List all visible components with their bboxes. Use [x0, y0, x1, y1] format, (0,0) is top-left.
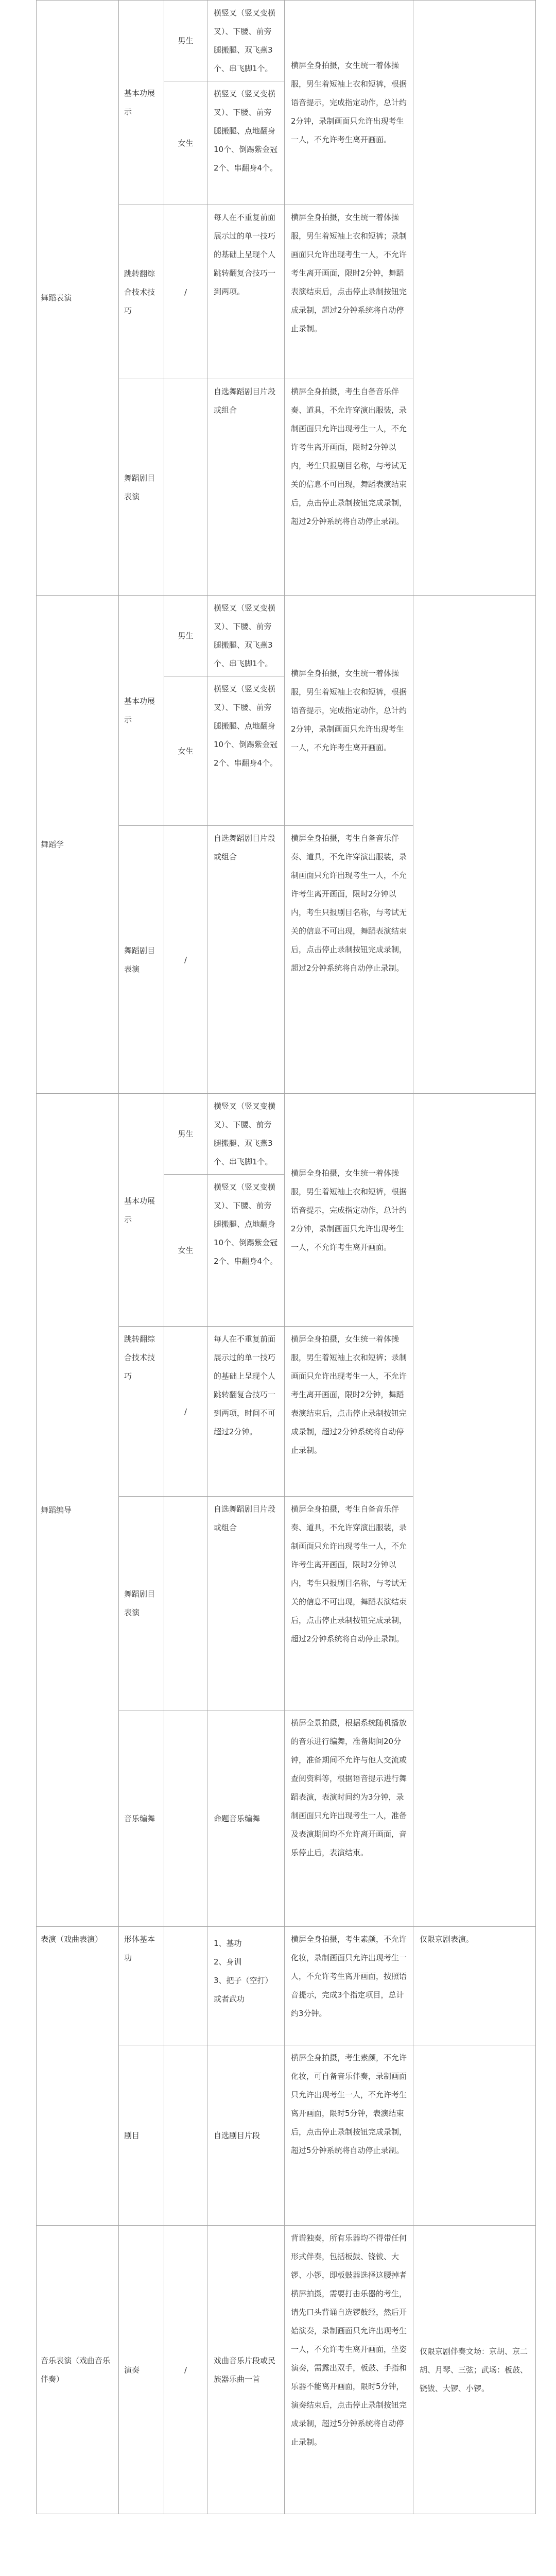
content-repertoire: 自选舞蹈剧目片段或组合: [207, 379, 285, 596]
content-turn-skill: 每人在不重复前面展示过的单一技巧的基础上呈现个人跳转翻复合技巧一到两项，时间不可超过2分钟。: [207, 1327, 285, 1497]
content-female: 横竖叉（竖叉变横叉）、下腰、前旁腿搬腿、点地翻身10个、倒踢紫金冠2个、串翻身4个。: [207, 676, 285, 826]
content-play: 戏曲音乐片段或民族器乐曲一首: [207, 2226, 285, 2514]
requirement-basic: 横屏全身拍摄，女生统一着体操服，男生着短袖上衣和短裤，根据语音提示，完成指定动作，总计约2分钟，录制画面只允许出现考生一人，不允许考生离开画面。: [285, 1094, 413, 1327]
slash: /: [164, 826, 207, 1094]
requirement-repertoire: 横屏全身拍摄，考生自备音乐伴奏、道具，不允许穿演出服装，录制画面只允许出现考生一人，不允许考生离开画面，限时2分钟以内，考生只报剧目名称，与考试无关的信息不可出现，舞蹈表演结束后，点击停止录制按钮完成录制，超过2分钟系统将自动停止录制。: [285, 1497, 413, 1710]
note-empty: [413, 596, 536, 1094]
note-form-basic: 仅限京剧表演。: [413, 1927, 536, 2045]
content-male: 横竖叉（竖叉变横叉）、下腰、前旁腿搬腿、双飞燕3个、串飞脚1个。: [207, 1, 285, 81]
item-form-basic: 形体基本功: [119, 1927, 164, 2045]
content-repertoire: 自选舞蹈剧目片段或组合: [207, 826, 285, 1094]
requirement-repertoire: 横屏全身拍摄，考生自备音乐伴奏、道具，不允许穿演出服装，录制画面只允许出现考生一人，不允许考生离开画面，限时2分钟以内，考生只报剧目名称，与考试无关的信息不可出现，舞蹈表演结束后，点击停止录制按钮完成录制，超过2分钟系统将自动停止录制。: [285, 379, 413, 596]
content-female: 横竖叉（竖叉变横叉）、下腰、前旁腿搬腿、点地翻身10个、倒踢紫金冠2个、串翻身4个。: [207, 1175, 285, 1327]
content-female: 横竖叉（竖叉变横叉）、下腰、前旁腿搬腿、点地翻身10个、倒踢紫金冠2个、串翻身4个。: [207, 81, 285, 205]
content-male: 横竖叉（竖叉变横叉）、下腰、前旁腿搬腿、双飞燕3个、串飞脚1个。: [207, 596, 285, 676]
note-empty: [413, 2045, 536, 2226]
item-basic-skill: 基本功展示: [119, 1, 164, 205]
note-empty: [413, 1, 536, 596]
item-repertoire: 舞蹈剧目表演: [119, 826, 164, 1094]
requirement-turn-skill: 横屏全身拍摄，女生统一着体操服，男生着短袖上衣和短裤；录制画面只允许出现考生一人，不允许考生离开画面，限时2分钟，舞蹈表演结束后，点击停止录制按钮完成录制，超过2分钟系统将自动停止录制。: [285, 205, 413, 379]
label-male: 男生: [164, 1, 207, 81]
exam-requirements-table: [36, 0, 536, 2514]
slash: /: [164, 2226, 207, 2514]
empty-cell: [164, 1710, 207, 1927]
item-turn-skill: 跳转翻综合技术技巧: [119, 1327, 164, 1497]
content-turn-skill: 每人在不重复前面展示过的单一技巧的基础上呈现个人跳转翻复合技巧一到两项。: [207, 205, 285, 379]
item-repertoire: 舞蹈剧目表演: [119, 1497, 164, 1710]
content-form-basic: 1、基功 2、身训 3、把子（空打）或者武功: [207, 1927, 285, 2045]
content-male: 横竖叉（竖叉变横叉）、下腰、前旁腿搬腿、双飞燕3个、串飞脚1个。: [207, 1094, 285, 1175]
requirement-form-basic: 横屏全身拍摄，考生素颜，不允许化妆，录制画面只允许出现考生一人，不允许考生离开画面，按照语音提示，完成3个指定项目，总计约3分钟。: [285, 1927, 413, 2045]
label-female: 女生: [164, 676, 207, 826]
requirement-music-choreography: 横屏全景拍摄，根据系统随机播放的音乐进行编舞，准备期间20分钟，准备期间不允许与他人交流或查阅资料等，根据语音提示进行舞蹈表演，表演时间约为3分钟，录制画面只允许出现考生一人，准备及表演期间均不允许离开画面，音乐停止后，表演结束。: [285, 1710, 413, 1927]
content-opera-repertoire: 自选剧目片段: [207, 2045, 285, 2226]
slash: /: [164, 205, 207, 379]
requirement-opera-repertoire: 横屏全身拍摄，考生素颜，不允许化妆，可自备音乐伴奏，录制画面只允许出现考生一人，不允许考生离开画面，限时5分钟，表演结束后，点击停止录制按钮完成录制，超过5分钟系统将自动停止录制。: [285, 2045, 413, 2226]
category-dance-performance: 舞蹈表演: [37, 1, 119, 596]
empty-cell: [164, 379, 207, 596]
content-music-choreography: 命题音乐编舞: [207, 1710, 285, 1927]
requirement-play: 背谱独奏，所有乐器均不得带任何形式伴奏，包括板鼓、铙钹、大锣、小锣，即板鼓器选择这腰掉者横屏拍摄，需要打击乐器的考生，请先口头背诵自选锣鼓经，然后开始演奏，录制画面只允许出现考生一人，不允许考生离开画面，坐姿演奏，需露出双手，板鼓、手指和乐器不能离开画面，限时5分钟，演奏结束后，点击停止录制按钮完成录制，超过5分钟系统将自动停止录制。: [285, 2226, 413, 2514]
category-opera-performance: 表演（戏曲表演）: [37, 1927, 119, 2226]
note-play: 仅限京剧伴奏文场：京胡、京二胡、月琴、三弦；武场：板鼓、铙钹、大锣、小锣。: [413, 2226, 536, 2514]
label-female: 女生: [164, 1175, 207, 1327]
content-repertoire: 自选舞蹈剧目片段或组合: [207, 1497, 285, 1710]
item-music-choreography: 音乐编舞: [119, 1710, 164, 1927]
requirement-turn-skill: 横屏全身拍摄，女生统一着体操服，男生着短袖上衣和短裤；录制画面只允许出现考生一人，不允许考生离开画面，限时2分钟，舞蹈表演结束后，点击停止录制按钮完成录制，超过2分钟系统将自动停止录制。: [285, 1327, 413, 1497]
category-opera-music: 音乐表演（戏曲音乐伴奏）: [37, 2226, 119, 2514]
item-opera-repertoire: 剧目: [119, 2045, 164, 2226]
item-basic-skill: 基本功展示: [119, 596, 164, 826]
empty-cell: [164, 1497, 207, 1710]
note-empty: [413, 1094, 536, 1927]
requirement-repertoire: 横屏全身拍摄，考生自备音乐伴奏、道具，不允许穿演出服装，录制画面只允许出现考生一人，不允许考生离开画面，限时2分钟以内，考生只报剧目名称，与考试无关的信息不可出现，舞蹈表演结束后，点击停止录制按钮完成录制，超过2分钟系统将自动停止录制。: [285, 826, 413, 1094]
item-basic-skill: 基本功展示: [119, 1094, 164, 1327]
item-repertoire: 舞蹈剧目表演: [119, 379, 164, 596]
empty-cell: [164, 1927, 207, 2045]
label-male: 男生: [164, 1094, 207, 1175]
label-male: 男生: [164, 596, 207, 676]
item-play: 演奏: [119, 2226, 164, 2514]
label-female: 女生: [164, 81, 207, 205]
category-choreography: 舞蹈编导: [37, 1094, 119, 1927]
category-dance-studies: 舞蹈学: [37, 596, 119, 1094]
slash: /: [164, 1327, 207, 1497]
empty-cell: [164, 2045, 207, 2226]
item-turn-skill: 跳转翻综合技术技巧: [119, 205, 164, 379]
requirement-basic: 横屏全身拍摄，女生统一着体操服，男生着短袖上衣和短裤，根据语音提示，完成指定动作，总计约2分钟，录制画面只允许出现考生一人，不允许考生离开画面。: [285, 596, 413, 826]
requirement-basic: 横屏全身拍摄，女生统一着体操服，男生着短袖上衣和短裤，根据语音提示，完成指定动作，总计约2分钟，录制画面只允许出现考生一人，不允许考生离开画面。: [285, 1, 413, 205]
